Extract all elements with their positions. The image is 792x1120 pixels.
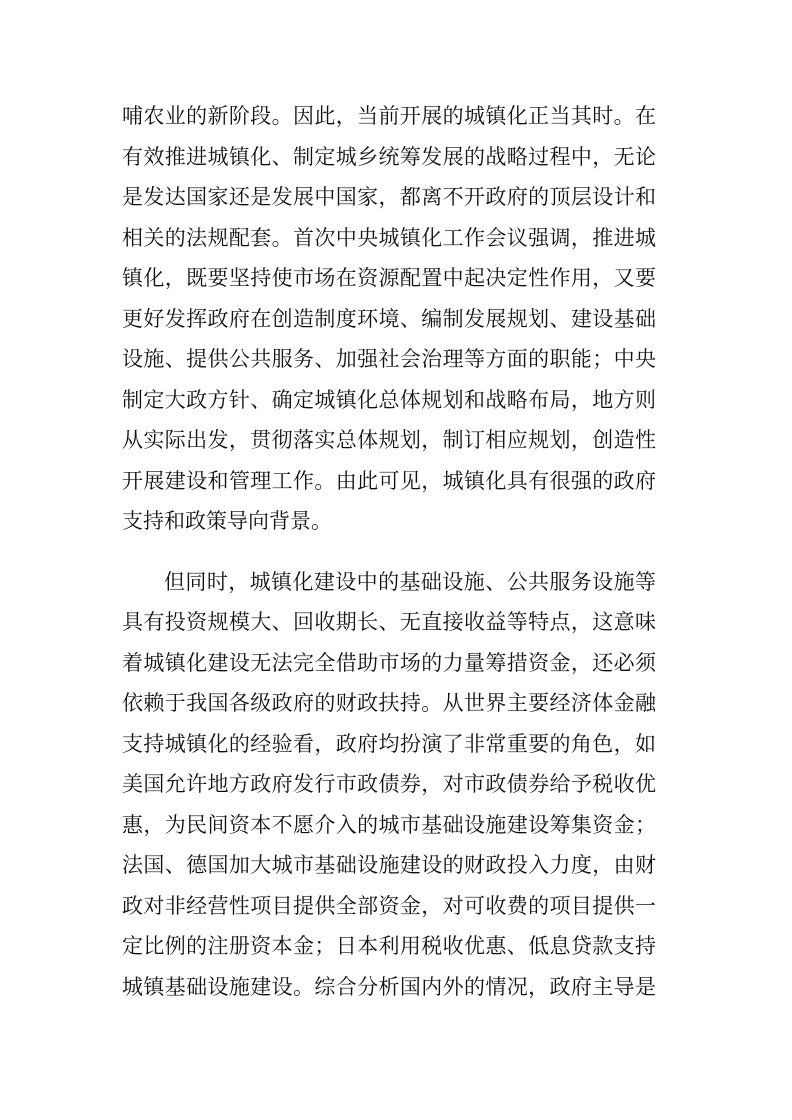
text-line: 政对非经营性项目提供全部资金，对可收费的项目提供一 [122, 893, 656, 918]
text-line: 法国、德国加大城市基础设施建设的财政投入力度，由财 [122, 853, 656, 877]
text-line: 从实际出发，贯彻落实总体规划，制订相应规划，创造性 [122, 428, 656, 452]
text-line: 有效推进城镇化、制定城乡统筹发展的战略过程中，无论 [122, 144, 656, 169]
text-line: 开展建设和管理工作。由此可见，城镇化具有很强的政府 [122, 468, 656, 493]
text-line: 定比例的注册资本金；日本利用税收优惠、低息贷款支持 [122, 934, 656, 958]
text-line: 制定大政方针、确定城镇化总体规划和战略布局，地方则 [122, 387, 656, 412]
text-line: 更好发挥政府在创造制度环境、编制发展规划、建设基础 [122, 306, 656, 331]
text-line: 但同时，城镇化建设中的基础设施、公共服务设施等 [164, 569, 656, 594]
paragraph-gap [122, 542, 656, 562]
text-line: 是发达国家还是发展中国家，都离不开政府的顶层设计和 [122, 185, 656, 209]
text-line: 美国允许地方政府发行市政债券，对市政债券给予税收优 [122, 772, 656, 796]
text-line: 哺农业的新阶段。因此，当前开展的城镇化正当其时。在 [122, 104, 656, 128]
text-line: 支持和政策导向背景。 [122, 509, 332, 533]
text-line: 惠，为民间资本不愿介入的城市基础设施建设筹集资金； [122, 812, 656, 837]
paragraph-2 [122, 562, 656, 1008]
text-line: 相关的法规配套。首次中央城镇化工作会议强调，推进城 [122, 225, 656, 250]
text-line: 依赖于我国各级政府的财政扶持。从世界主要经济体金融 [122, 691, 656, 715]
text-line: 设施、提供公共服务、加强社会治理等方面的职能；中央 [122, 347, 656, 371]
text-line: 城镇基础设施建设。综合分析国内外的情况，政府主导是 [122, 974, 656, 999]
text-line: 支持城镇化的经验看，政府均扮演了非常重要的角色，如 [122, 731, 656, 756]
text-line: 着城镇化建设无法完全借助市场的力量筹措资金，还必须 [122, 650, 656, 675]
paragraph-1 [122, 96, 656, 542]
text-line: 具有投资规模大、回收期长、无直接收益等特点，这意味 [122, 610, 656, 634]
text-line: 镇化，既要坚持使市场在资源配置中起决定性作用，又要 [122, 266, 656, 290]
body-text [122, 96, 656, 1007]
